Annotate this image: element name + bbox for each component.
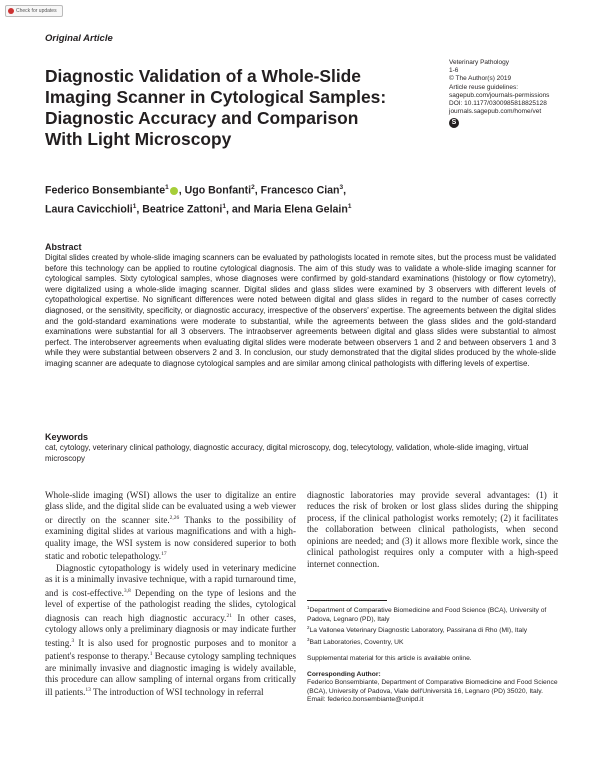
affiliation-footnote <box>307 624 558 636</box>
body-paragraph <box>45 563 296 699</box>
affiliation-footnote <box>307 636 558 648</box>
crossmark-label: Check for updates <box>16 8 57 14</box>
author-name[interactable]: Ugo Bonfanti <box>184 184 252 197</box>
affiliation-text: Batt Laboratories, Coventry, UK <box>309 639 404 647</box>
body-text: Whole-slide imaging (WSI) allows the user to digitalize an entire glass slide, and the digital slide can be evaluated using a web viewer or directly on the scanner site. <box>45 490 296 525</box>
body-paragraph <box>45 490 296 563</box>
author-name[interactable]: Beatrice Zattoni <box>142 203 223 216</box>
body-text: Thanks to the possibility of examining digital slides at various magnifications and with a high-quality image, the WSI system is now considered superior to both static and robotic telepathology. <box>45 514 296 562</box>
body-text: It is also used for prognostic purposes and to monitor a patient's response to therapy. <box>45 637 296 662</box>
footnotes <box>307 604 558 705</box>
affiliation-footnote <box>307 604 558 624</box>
author-affiliation: 2 <box>251 184 255 191</box>
affiliation-text: La Vallonea Veterinary Diagnostic Laboratory, Passirana di Rho (MI), Italy <box>309 627 528 635</box>
citation[interactable]: 3,8 <box>123 587 131 594</box>
author-name[interactable]: Federico Bonsembiante <box>45 184 166 197</box>
copyright: © The Author(s) 2019 <box>449 75 512 83</box>
author-separator: , <box>178 184 185 197</box>
citation[interactable]: 3 <box>71 637 75 644</box>
sage-logo-icon: S <box>449 118 459 128</box>
author-separator: , <box>136 203 143 216</box>
journal-name: Veterinary Pathology <box>449 59 509 66</box>
body-text: Depending on the type of lesions and the level of expertise of the pathologist reading the slides, cytological diagnosis can reach high diagnostic accuracy. <box>45 587 296 623</box>
body-text: Because cytology sampling techniques are minimally invasive and diagnostic imaging is widely available, this procedure can allow sampling of internal organs from critically ill patients. <box>45 651 296 698</box>
reuse-guidelines: Article reuse guidelines: <box>449 83 519 91</box>
author-separator: , <box>343 184 347 197</box>
author-name[interactable]: Francesco Cian <box>260 184 340 197</box>
journal-info <box>449 59 569 128</box>
author-affiliation: 1 <box>347 203 352 211</box>
author-affiliation: 1 <box>165 184 169 191</box>
permissions-link[interactable]: sagepub.com/journals-permissions <box>449 91 550 99</box>
author-separator: , and <box>225 203 254 216</box>
author-name[interactable]: Maria Elena Gelain <box>253 203 348 216</box>
body-paragraph: diagnostic laboratories may provide several advantages: (1) it reduces the risk of broken or lost glass slides during the shipping process, if the clinical pathologist works remotely; (2) it facilitates the collaboration between clinical pathologists, when second opinions are needed; and (3) it allows more flexible work, since the clinical pathologist requires only a computer with a high-speed internet connection. <box>307 490 558 569</box>
corresponding-author-address: Federico Bonsembiante, Department of Comparative Biomedicine and Food Science (BCA), University of Padova, Viale dell'Università 16, Legnaro (PD) 35020, Italy. <box>307 679 558 695</box>
citation[interactable]: 1 <box>149 651 153 658</box>
abstract-heading: Abstract <box>45 242 82 252</box>
author-separator: , <box>254 184 261 197</box>
keywords-text: cat, cytology, veterinary clinical pathology, diagnostic accuracy, digital microscopy, dog, telecytology, validation, whole-slide imaging, virtual microscopy <box>45 443 529 463</box>
citation[interactable]: 13 <box>85 687 91 694</box>
citation[interactable]: 2,26 <box>169 514 180 521</box>
affiliation-text: Department of Comparative Biomedicine and Food Science (BCA), University of Padova, Legnaro (PD), Italy <box>307 607 547 623</box>
supplemental-note: Supplemental material for this article is available online. <box>307 655 472 663</box>
crossmark-badge[interactable] <box>5 5 63 17</box>
article-type-label: Original Article <box>45 33 113 44</box>
doi[interactable]: DOI: 10.1177/0300985818825128 <box>449 100 547 108</box>
affiliation-number: 1 <box>307 605 310 610</box>
citation[interactable]: 17 <box>161 551 167 558</box>
body-text: In other cases, cytology allows only a preliminary diagnosis or may indicate further testing. <box>45 612 296 648</box>
footnote-divider <box>307 600 387 601</box>
author-affiliation: 1 <box>132 203 137 211</box>
orcid-icon[interactable] <box>170 187 178 195</box>
citation[interactable]: 21 <box>226 612 232 619</box>
page-range: 1-6 <box>449 67 459 75</box>
author-name[interactable]: Laura Cavicchioli <box>45 203 133 216</box>
corresponding-author-heading: Corresponding Author: <box>307 670 381 678</box>
author-list <box>45 180 465 218</box>
corresponding-author-email[interactable]: Email: federico.bonsembiante@unipd.it <box>307 696 424 704</box>
body-column-right <box>307 490 558 570</box>
article-title: Diagnostic Validation of a Whole-Slide Imaging Scanner in Cytological Samples: Diagnostic Accuracy and Comparison With Light Microscopy <box>45 66 387 149</box>
abstract-text: Digital slides created by whole-slide imaging scanners can be evaluated by pathologists located in remote sites, but the process must be validated before this technology can be applied to routine cytological diagnosis. The aim of this study was to validate a whole-slide imaging scanner for cytological samples. Sixty cytological samples, whose diagnoses were confirmed by gold-standard examinations (histology or flow cytometry), were digitalized using a whole-slide imaging scanner. Digital slides and glass slides were examined by 3 observers with different levels of cytopathological expertise. No significant differences were noted between digital and glass slides in regard to the number of cases correctly diagnosed, or the sensitivity, specificity, or diagnostic accuracy, irrespective of the observers' expertise. The agreements between the digital slides and the gold-standard examinations were moderate to substantial, while the agreements between the glass slides and the gold-standard examinations were substantial for all 3 observers. The intraobserver agreements between digital and glass slides were substantial to almost perfect. The interobserver agreements when evaluating digital slides were moderate between observers 1 and 2 and between observers 1 and 3 while they were substantial between observers 2 and 3. In conclusion, our study demonstrated that the digital slides produced by the whole-slide imaging scanner are adequate to diagnose cytological samples and are similar among clinical pathologists with differing levels of expertise. <box>45 253 556 368</box>
journal-homepage-link[interactable]: journals.sagepub.com/home/vet <box>449 108 542 116</box>
author-affiliation: 3 <box>339 184 344 191</box>
affiliation-number: 3 <box>307 637 310 643</box>
author-affiliation: 1 <box>222 203 226 211</box>
body-text: Diagnostic cytopathology is widely used in veterinary medicine as it is a minimally invasive technique, with a rapid turnaround time, and is cost-effective. <box>45 562 296 598</box>
body-text: The introduction of WSI technology in referral <box>90 687 264 698</box>
keywords-heading: Keywords <box>45 432 89 442</box>
crossmark-icon <box>8 8 14 14</box>
affiliation-number: 2 <box>307 625 310 631</box>
body-column-left <box>45 490 296 699</box>
